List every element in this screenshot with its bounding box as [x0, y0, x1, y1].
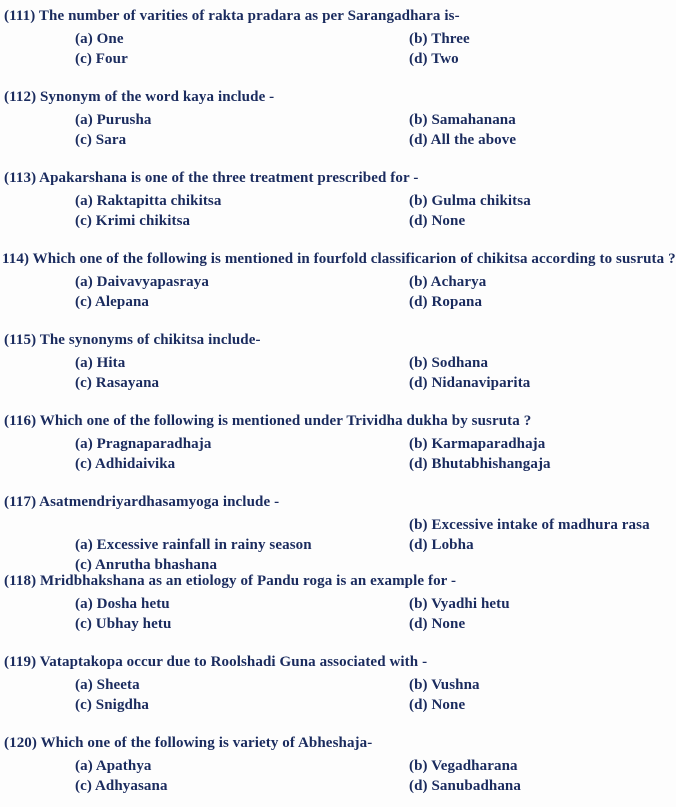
option-d: (d) All the above — [409, 132, 517, 148]
option-a: (a) Apathya — [75, 758, 152, 774]
option-b: (b) Samahanana — [409, 112, 516, 128]
option-c: (c) Adhyasana — [75, 778, 168, 794]
option-row — [0, 211, 676, 231]
option-d: (d) Ropana — [409, 294, 483, 310]
option-c: (c) Four — [75, 51, 128, 67]
option-row — [0, 49, 676, 69]
question-title: (117) Asatmendriyardhasamyoga include - — [4, 494, 280, 510]
question-119 — [0, 652, 676, 715]
question-117 — [0, 492, 676, 575]
question-title: (115) The synonyms of chikitsa include- — [4, 332, 261, 348]
question-title: (116) Which one of the following is mentioned under Trividha dukha by susruta ? — [4, 413, 532, 429]
option-row — [0, 675, 676, 695]
option-row — [0, 272, 676, 292]
option-a: (a) Sheeta — [75, 677, 140, 693]
option-d: (d) Sanubadhana — [409, 778, 521, 794]
question-112 — [0, 87, 676, 150]
question-title: (118) Mridbhakshana as an etiology of Pandu roga is an example for - — [4, 573, 457, 589]
option-a: (a) Pragnaparadhaja — [75, 436, 212, 452]
option-d: (d) Nidanaviparita — [409, 375, 531, 391]
question-116 — [0, 411, 676, 474]
question-title: (111) The number of varities of rakta pradara as per Sarangadhara is- — [4, 8, 460, 24]
option-c: (c) Rasayana — [75, 375, 160, 391]
question-title: 114) Which one of the following is mentioned in fourfold classificarion of chikitsa according to susruta ? — [2, 251, 676, 267]
question-title: (119) Vataptakopa occur due to Roolshadi Guna associated with - — [4, 654, 428, 670]
question-title: (112) Synonym of the word kaya include - — [4, 89, 275, 105]
option-b: (b) Acharya — [409, 274, 487, 290]
option-a: (a) Dosha hetu — [75, 596, 170, 612]
option-a: (a) Hita — [75, 355, 126, 371]
option-b: (b) Excessive intake of madhura rasa — [409, 517, 650, 533]
option-b: (b) Vegadharana — [409, 758, 518, 774]
option-b: (b) Vushna — [409, 677, 480, 693]
option-row — [0, 434, 676, 454]
option-a: (a) Excessive rainfall in rainy season — [75, 537, 312, 553]
option-a: (a) Raktapitta chikitsa — [75, 193, 222, 209]
question-113 — [0, 168, 676, 231]
question-118 — [0, 571, 676, 634]
option-row — [0, 110, 676, 130]
option-row — [0, 373, 676, 393]
option-row — [0, 29, 676, 49]
option-row — [0, 776, 676, 796]
option-d: (d) None — [409, 697, 466, 713]
question-title: (120) Which one of the following is variety of Abheshaja- — [4, 735, 373, 751]
option-d: (d) Two — [409, 51, 459, 67]
option-c: (c) Sara — [75, 132, 127, 148]
option-c: (c) Ubhay hetu — [75, 616, 172, 632]
option-c: (c) Snigdha — [75, 697, 150, 713]
option-b: (b) Three — [409, 31, 470, 47]
option-b: (b) Sodhana — [409, 355, 489, 371]
option-row — [0, 130, 676, 150]
option-row — [0, 614, 676, 634]
option-d: (d) Lobha — [409, 537, 474, 553]
option-row — [0, 695, 676, 715]
option-row — [0, 515, 676, 535]
option-c: (c) Adhidaivika — [75, 456, 176, 472]
question-111 — [0, 6, 676, 69]
option-row — [0, 454, 676, 474]
option-a: (a) One — [75, 31, 124, 47]
question-115 — [0, 330, 676, 393]
option-d: (d) None — [409, 616, 466, 632]
option-row — [0, 535, 676, 555]
option-row — [0, 191, 676, 211]
question-title: (113) Apakarshana is one of the three treatment prescribed for - — [4, 170, 419, 186]
option-row — [0, 292, 676, 312]
option-c: (c) Anrutha bhashana — [75, 557, 218, 573]
option-b: (b) Karmaparadhaja — [409, 436, 546, 452]
option-row — [0, 756, 676, 776]
option-b: (b) Vyadhi hetu — [409, 596, 510, 612]
option-a: (a) Daivavyapasraya — [75, 274, 209, 290]
option-row — [0, 353, 676, 373]
option-a: (a) Purusha — [75, 112, 152, 128]
option-c: (c) Alepana — [75, 294, 150, 310]
option-d: (d) None — [409, 213, 466, 229]
option-b: (b) Gulma chikitsa — [409, 193, 531, 209]
option-row — [0, 555, 676, 575]
question-114 — [0, 249, 676, 312]
question-120 — [0, 733, 676, 796]
option-d: (d) Bhutabhishangaja — [409, 456, 551, 472]
option-row — [0, 594, 676, 614]
option-c: (c) Krimi chikitsa — [75, 213, 191, 229]
